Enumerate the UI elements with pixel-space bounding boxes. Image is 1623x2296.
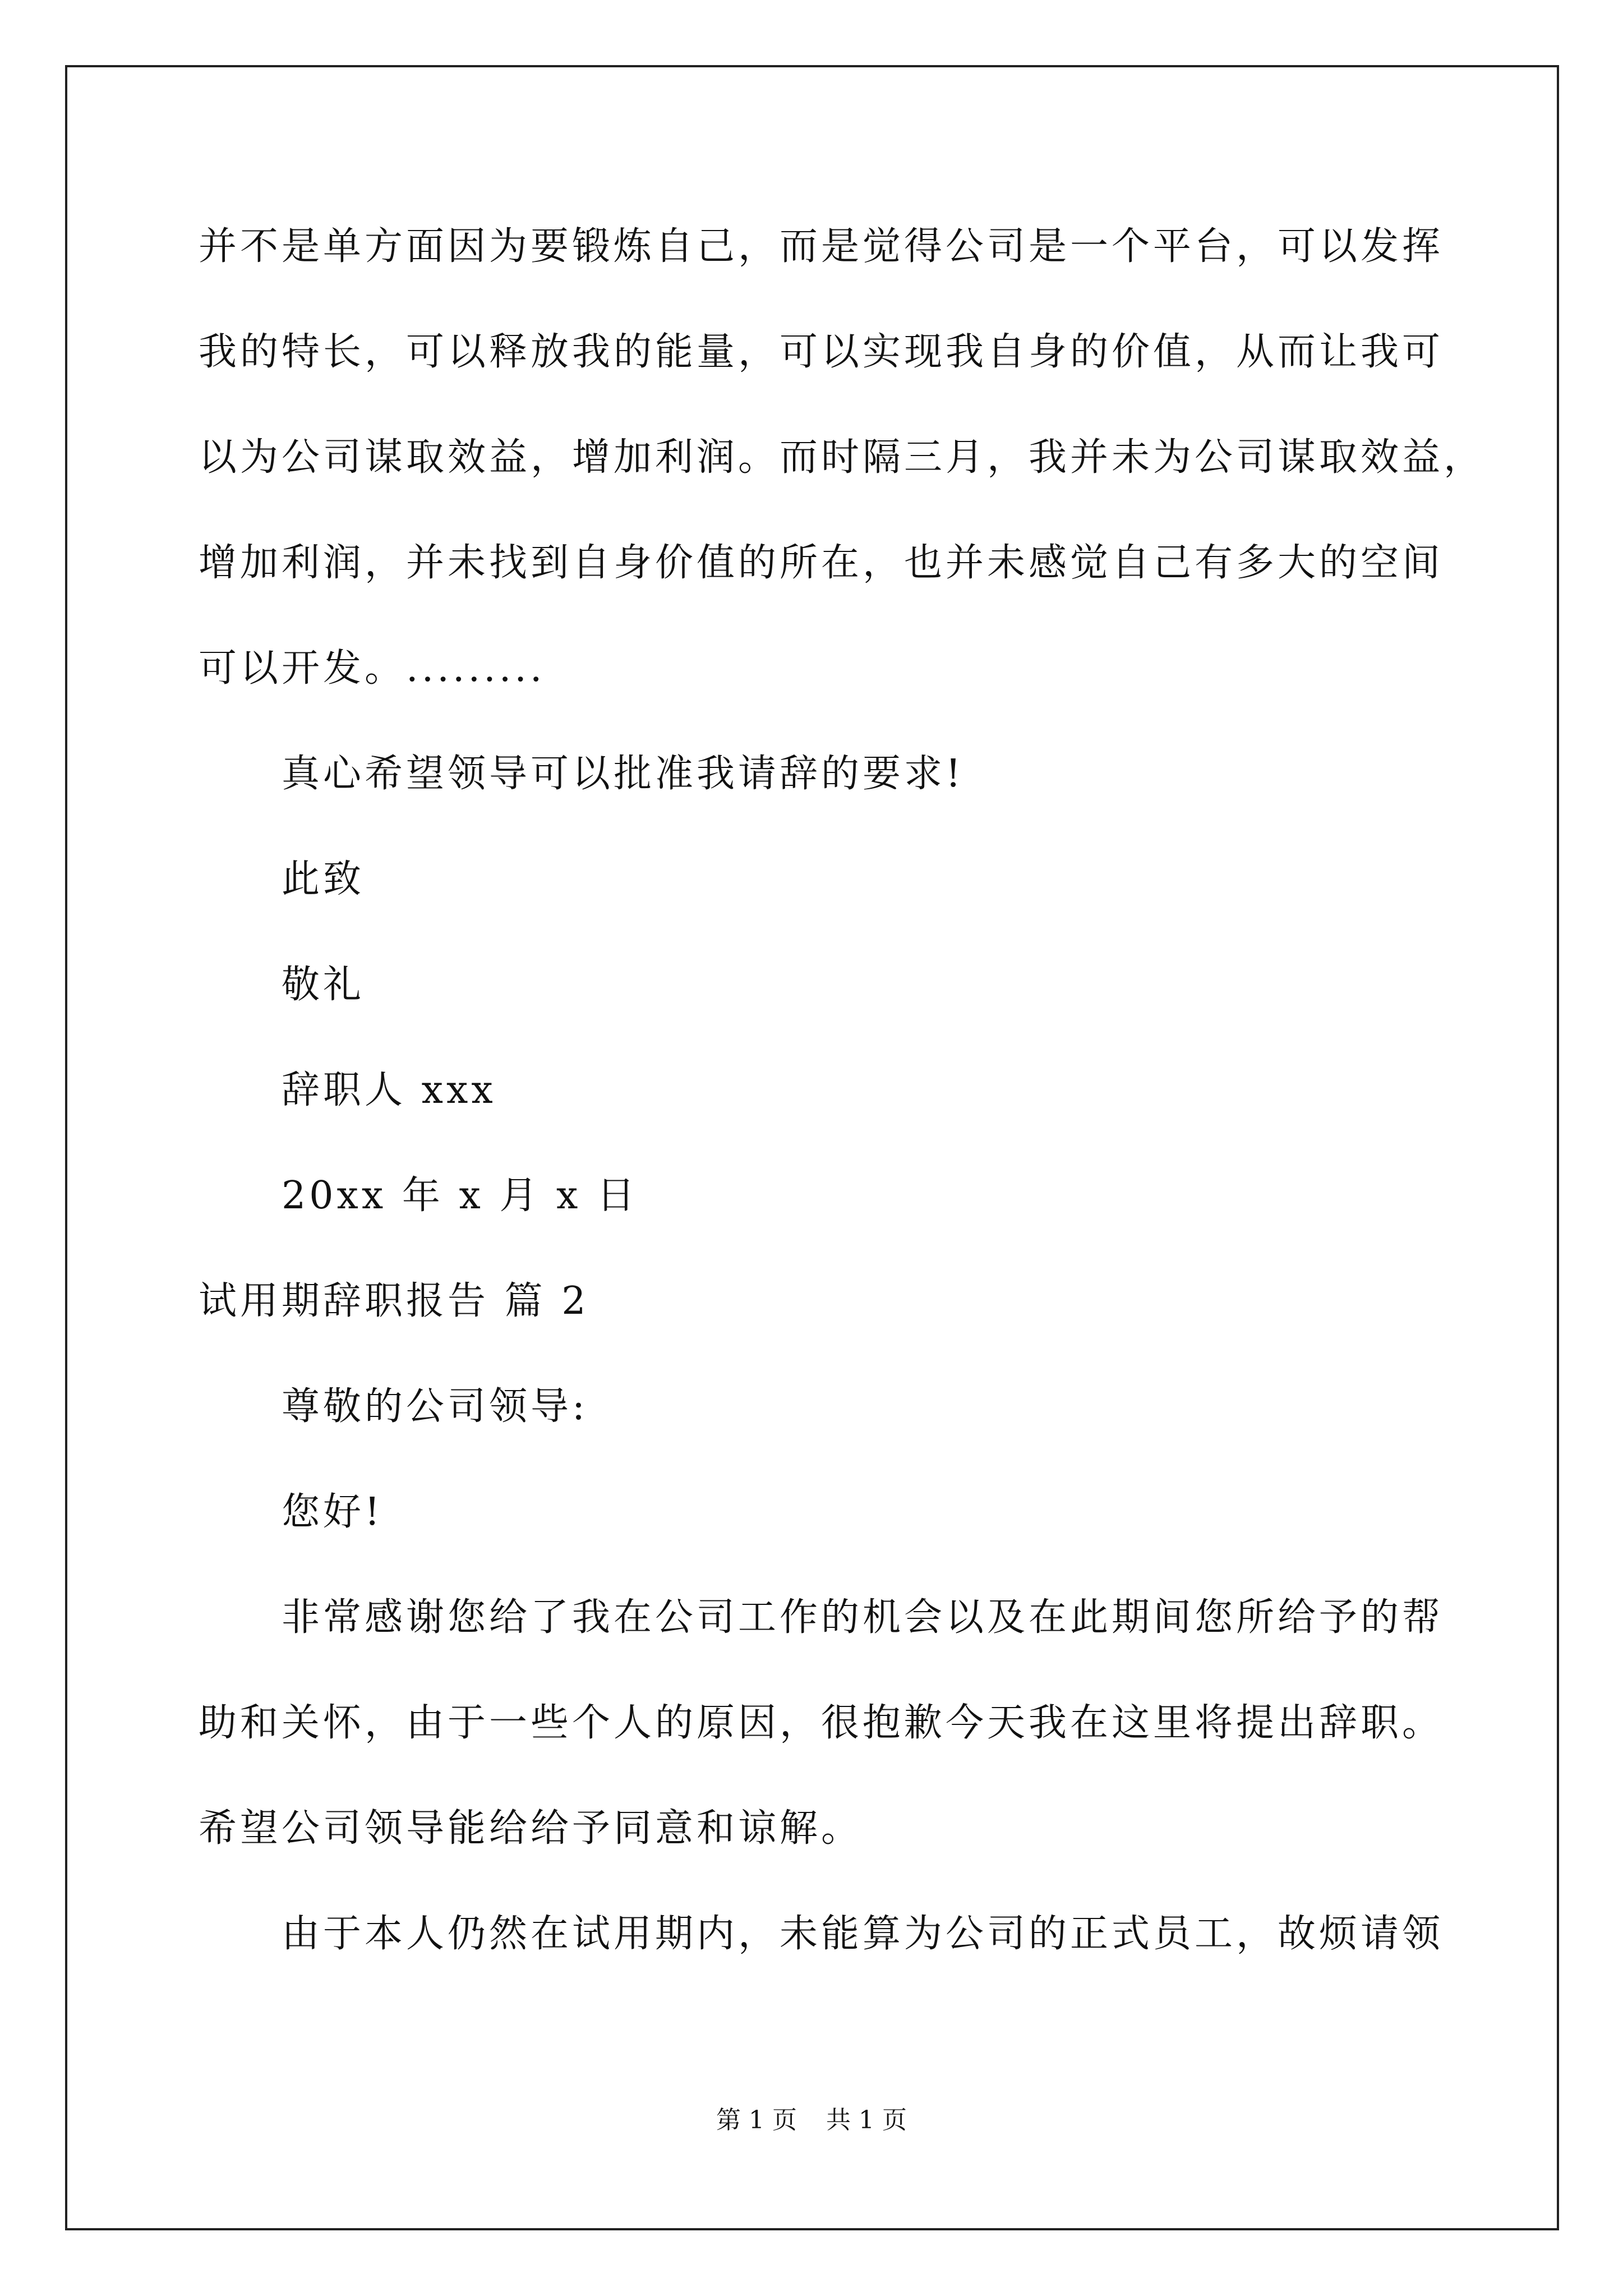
paragraph-line: 非常感谢您给了我在公司工作的机会以及在此期间您所给予的帮 (282, 1595, 1444, 1640)
page-border (65, 65, 1559, 2230)
page-number: 第 1 页 (716, 2106, 797, 2134)
closing-regards: 敬礼 (282, 963, 365, 1007)
signature-line: 辞职人 xxx (282, 1068, 496, 1112)
request-sentence: 真心希望领导可以批准我请辞的要求! (282, 752, 965, 796)
page-total: 共 1 页 (826, 2106, 907, 2134)
greeting-hello: 您好! (282, 1490, 384, 1534)
greeting-recipient: 尊敬的公司领导: (282, 1384, 588, 1429)
paragraph-line: 增加利润，并未找到自身价值的所在，也并未感觉自己有多大的空间 (199, 541, 1444, 585)
paragraph-line: 可以开发。......... (199, 646, 546, 691)
paragraph-line: 以为公司谋取效益，增加利润。而时隔三月，我并未为公司谋取效益， (199, 435, 1486, 480)
paragraph-line: 并不是单方面因为要锻炼自己，而是觉得公司是一个平台，可以发挥 (199, 224, 1444, 269)
paragraph-line: 由于本人仍然在试用期内，未能算为公司的正式员工，故烦请领 (282, 1912, 1444, 1956)
paragraph-line: 我的特长，可以释放我的能量，可以实现我自身的价值，从而让我可 (199, 330, 1444, 374)
paragraph-line: 希望公司领导能给给予同意和谅解。 (199, 1806, 863, 1851)
date-line: 20xx 年 x 月 x 日 (282, 1174, 639, 1218)
paragraph-line: 助和关怀，由于一些个人的原因，很抱歉今天我在这里将提出辞职。 (199, 1701, 1444, 1745)
section-heading: 试用期辞职报告 篇 2 (199, 1279, 589, 1323)
page-footer (0, 2104, 1623, 2137)
closing-salutation: 此致 (282, 857, 365, 901)
